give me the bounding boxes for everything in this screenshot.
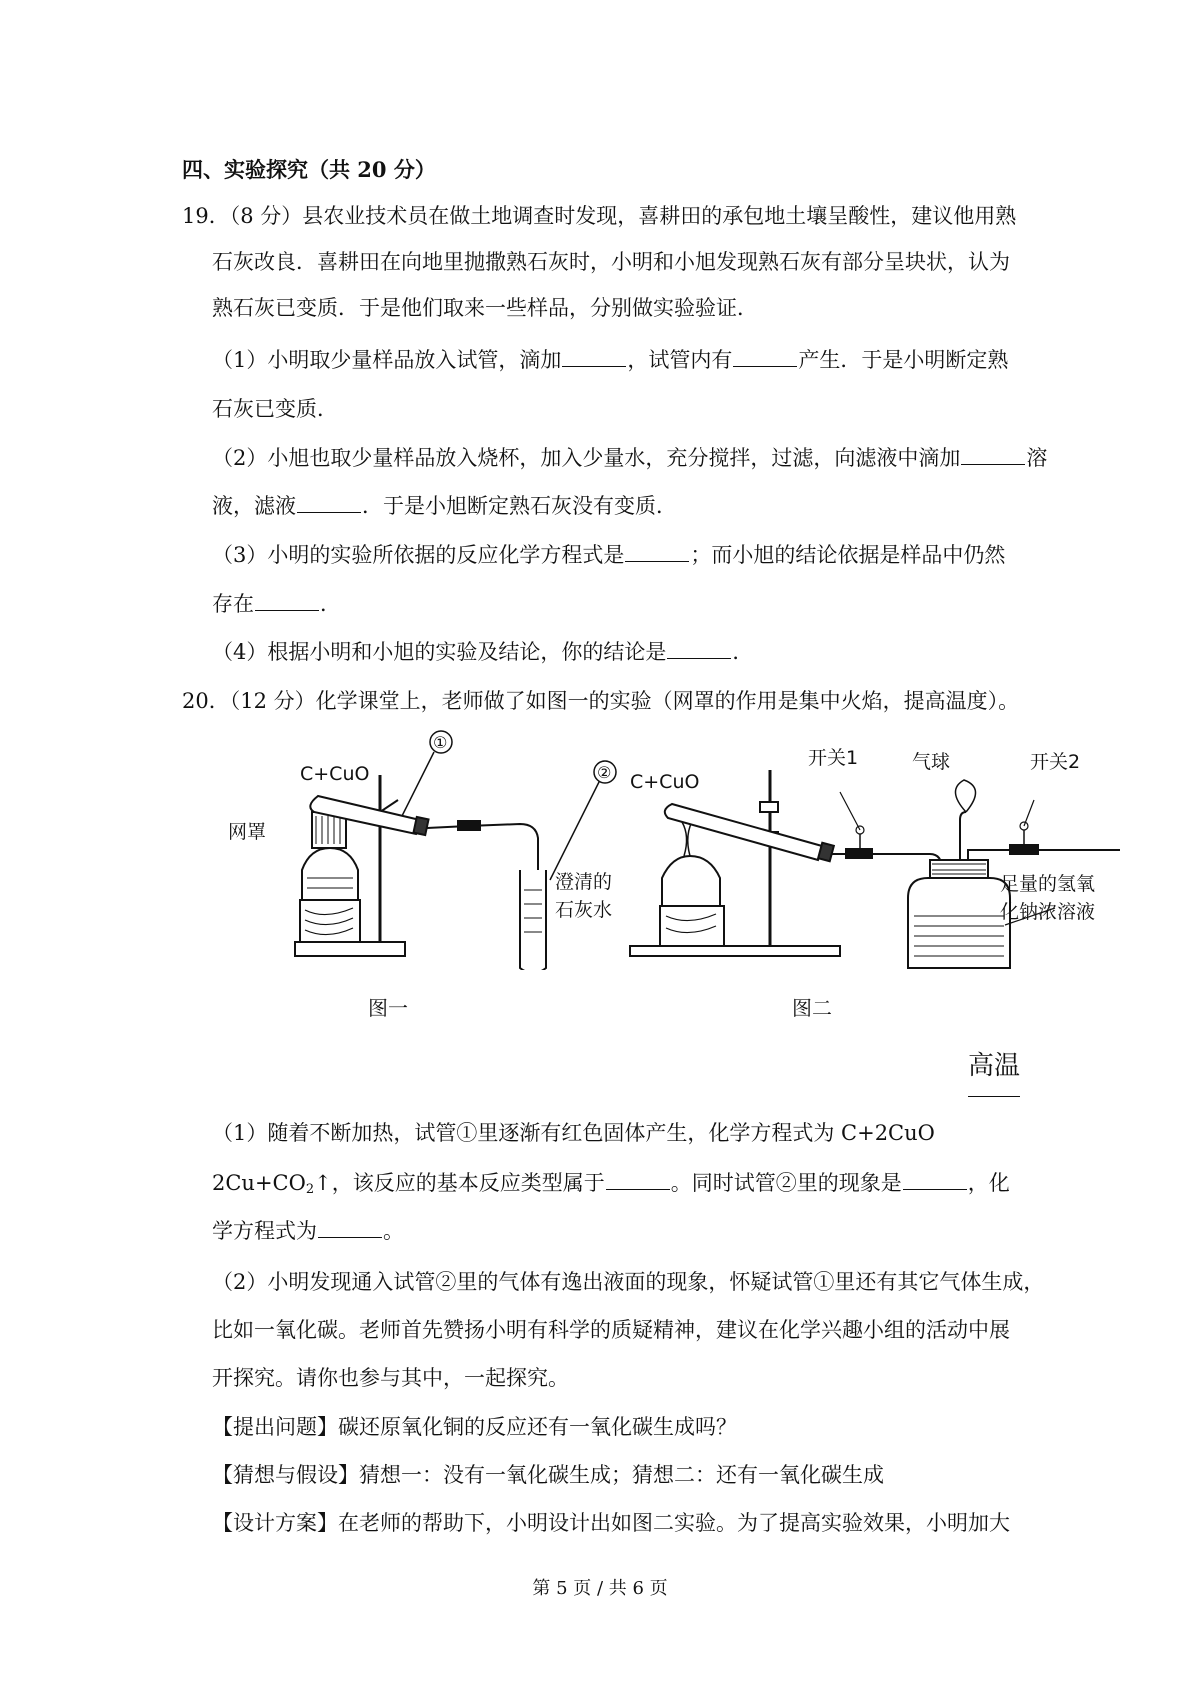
page-footer: 第 5 页 / 共 6 页 xyxy=(532,1578,668,1599)
answer-blank[interactable] xyxy=(297,492,361,513)
q19-part3-line2 xyxy=(212,589,341,619)
q20-design: 【设计方案】在老师的帮助下，小明设计出如图二实验。为了提高实验效果，小明加大 xyxy=(212,1511,1010,1535)
q19-part2-line2-a: 液，滤液 xyxy=(212,494,296,518)
q20-part1-line3-a: 学方程式为 xyxy=(212,1219,317,1243)
q19-part1-text-a: （1）小明取少量样品放入试管，滴加 xyxy=(212,348,562,372)
answer-blank[interactable] xyxy=(318,1217,382,1238)
q19-part4-text-b: ． xyxy=(732,640,754,664)
fig2-bottle xyxy=(908,878,1010,968)
q19-part2-text-a: （2）小旭也取少量样品放入烧杯，加入少量水，充分搅拌，过滤，向滤液中滴加 xyxy=(212,446,961,470)
q19-part3 xyxy=(212,540,1005,570)
fig1-caption: 图一 xyxy=(368,996,408,1020)
q19-part4-text-a: （4）根据小明和小旭的实验及结论，你的结论是 xyxy=(212,640,667,664)
q19-part1-text-b: ，试管内有 xyxy=(627,348,733,372)
answer-blank[interactable] xyxy=(961,444,1025,465)
q19-part2-line2 xyxy=(212,491,677,521)
fig2-caption: 图二 xyxy=(792,996,832,1020)
q20-eq-a: 2Cu+CO xyxy=(212,1171,306,1195)
q20-eq-c: 。同时试管②里的现象是 xyxy=(670,1171,902,1195)
q20-part2-line3: 开探究。请你也参与其中，一起探究。 xyxy=(212,1366,569,1390)
q19-part3-text-b: ；而小旭的结论依据是样品中仍然 xyxy=(690,543,1006,567)
answer-blank[interactable] xyxy=(625,541,689,562)
q19-part2-text-b: 溶 xyxy=(1026,446,1048,470)
q20-line1: 20．（12 分）化学课堂上，老师做了如图一的实验（网罩的作用是集中火焰，提高温度）。 xyxy=(182,689,1020,713)
fig1-label-reactants: C+CuO xyxy=(300,763,370,785)
q19-part4 xyxy=(212,637,753,667)
q20-part1-line3 xyxy=(212,1216,404,1246)
fig2-label-reactants: C+CuO xyxy=(630,771,700,793)
fig1-label-tube1: ① xyxy=(433,733,448,752)
fig1-label-mesh: 网罩 xyxy=(228,821,267,843)
q19-part1 xyxy=(212,345,1008,375)
q20-part2-line1: （2）小明发现通入试管②里的气体有逸出液面的现象，怀疑试管①里还有其它气体生成， xyxy=(212,1270,1045,1294)
fig2-lamp xyxy=(662,856,720,906)
q20-ask: 【提出问题】碳还原氧化铜的反应还有一氧化碳生成吗？ xyxy=(212,1415,737,1439)
apparatus-figures xyxy=(0,720,1200,970)
q19-part2-line2-b: ．于是小旭断定熟石灰没有变质． xyxy=(362,494,677,518)
answer-blank[interactable] xyxy=(903,1169,967,1190)
q19-part1-line2: 石灰已变质． xyxy=(212,397,338,421)
q19-line1: 19．（8 分）县农业技术员在做土地调查时发现，喜耕田的承包地土壤呈酸性，建议他用熟 xyxy=(182,204,1017,228)
q19-part1-text-c: 产生．于是小明断定熟 xyxy=(798,348,1009,372)
q19-line3: 熟石灰已变质．于是他们取来一些样品，分别做实验验证． xyxy=(212,296,758,320)
q20-eq-sub: 2 xyxy=(305,1182,315,1197)
fig1-label-limewater-2: 石灰水 xyxy=(555,899,613,921)
answer-blank[interactable] xyxy=(255,590,319,611)
q20-part2-line2: 比如一氧化碳。老师首先赞扬小明有科学的质疑精神，建议在化学兴趣小组的活动中展 xyxy=(212,1318,1010,1342)
q20-guess: 【猜想与假设】猜想一：没有一氧化碳生成；猜想二：还有一氧化碳生成 xyxy=(212,1463,884,1487)
fig1-label-tube2: ② xyxy=(597,763,612,782)
fig2-base xyxy=(630,946,840,956)
answer-blank[interactable] xyxy=(562,346,626,367)
answer-blank[interactable] xyxy=(606,1169,670,1190)
fig2-label-solution-2: 化钠浓溶液 xyxy=(1000,901,1096,923)
q19-line2: 石灰改良．喜耕田在向地里抛撒熟石灰时，小明和小旭发现熟石灰有部分呈块状，认为 xyxy=(212,250,1010,274)
fig2-label-switch1: 开关1 xyxy=(808,747,859,769)
q20-part1-line3-b: 。 xyxy=(383,1219,404,1243)
reaction-condition: 高温 xyxy=(968,1051,1021,1081)
answer-blank[interactable] xyxy=(667,638,731,659)
fig1-tube2 xyxy=(520,870,546,970)
fig2-label-balloon: 气球 xyxy=(912,751,951,773)
fig1-lamp xyxy=(302,848,358,900)
fig1-base xyxy=(295,942,405,956)
q19-part3-line2-b: ． xyxy=(320,592,341,616)
fig2-block xyxy=(660,906,724,946)
q20-part1-line1: （1）随着不断加热，试管①里逐渐有红色固体产生，化学方程式为 C+2CuO xyxy=(212,1121,935,1145)
q19-part3-text-a: （3）小明的实验所依据的反应化学方程式是 xyxy=(212,543,625,567)
answer-blank[interactable] xyxy=(733,346,797,367)
q19-part2 xyxy=(212,443,1047,473)
fig2-label-solution-1: 足量的氢氧 xyxy=(1000,873,1096,895)
q20-eq-b: ↑，该反应的基本反应类型属于 xyxy=(314,1171,605,1195)
fig2-label-switch2: 开关2 xyxy=(1030,751,1081,773)
q19-part3-line2-a: 存在 xyxy=(212,592,254,616)
q20-part1-line2 xyxy=(212,1168,1010,1205)
fig1-label-limewater-1: 澄清的 xyxy=(555,871,613,893)
section-title: 四、实验探究（共 20 分） xyxy=(182,157,436,182)
reaction-arrow-line xyxy=(968,1096,1020,1097)
q20-eq-d: ，化 xyxy=(967,1171,1010,1195)
